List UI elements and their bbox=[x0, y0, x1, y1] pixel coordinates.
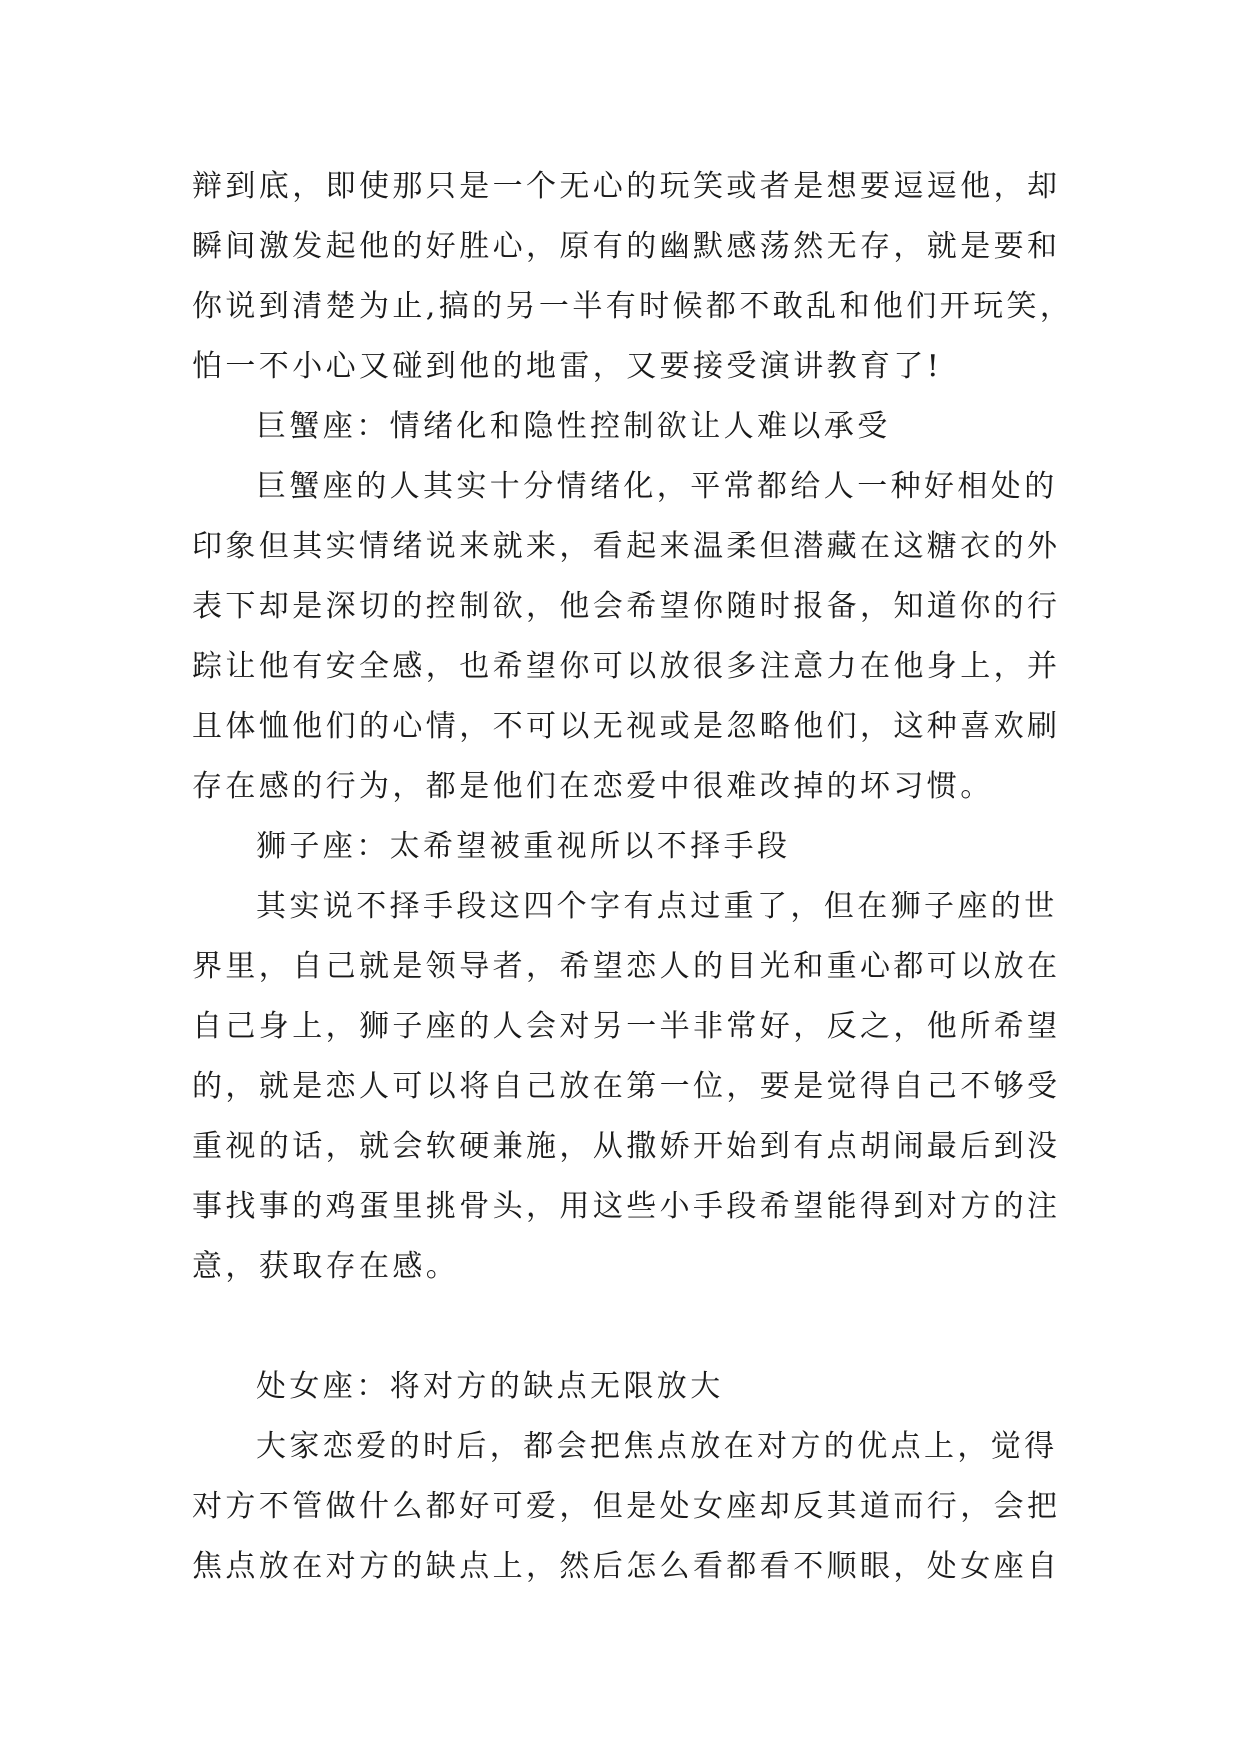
body-text-line: 印象但其实情绪说来就来，看起来温柔但潜藏在这糖衣的外 bbox=[192, 529, 1061, 564]
body-text-line: 瞬间激发起他的好胜心，原有的幽默感荡然无存，就是要和 bbox=[192, 229, 1061, 264]
body-text-line: 自己身上，狮子座的人会对另一半非常好，反之，他所希望 bbox=[192, 1009, 1061, 1044]
body-text-line: 的，就是恋人可以将自己放在第一位，要是觉得自己不够受 bbox=[192, 1069, 1061, 1104]
body-text-line: 且体恤他们的心情，不可以无视或是忽略他们，这种喜欢刷 bbox=[192, 709, 1061, 744]
body-text-line: 巨蟹座的人其实十分情绪化，平常都给人一种好相处的 bbox=[256, 469, 1058, 504]
section-heading-leo: 狮子座：太希望被重视所以不择手段 bbox=[256, 829, 791, 864]
body-text-line: 界里，自己就是领导者，希望恋人的目光和重心都可以放在 bbox=[192, 949, 1061, 984]
body-text-line: 踪让他有安全感，也希望你可以放很多注意力在他身上，并 bbox=[192, 649, 1061, 684]
body-text-line: 对方不管做什么都好可爱，但是处女座却反其道而行，会把 bbox=[192, 1489, 1061, 1524]
body-text-line: 焦点放在对方的缺点上，然后怎么看都看不顺眼，处女座自 bbox=[192, 1549, 1061, 1584]
body-text-line: 重视的话，就会软硬兼施，从撒娇开始到有点胡闹最后到没 bbox=[192, 1129, 1061, 1164]
body-text-line: 意，获取存在感。 bbox=[192, 1249, 460, 1284]
section-heading-cancer: 巨蟹座：情绪化和隐性控制欲让人难以承受 bbox=[256, 409, 891, 444]
body-text-line: 表下却是深切的控制欲，他会希望你随时报备，知道你的行 bbox=[192, 589, 1061, 624]
body-text-line: 辩到底，即使那只是一个无心的玩笑或者是想要逗逗他，却 bbox=[192, 169, 1061, 204]
section-heading-virgo: 处女座：将对方的缺点无限放大 bbox=[256, 1369, 724, 1404]
body-text-line: 大家恋爱的时后，都会把焦点放在对方的优点上，觉得 bbox=[256, 1429, 1058, 1464]
body-text-line: 事找事的鸡蛋里挑骨头，用这些小手段希望能得到对方的注 bbox=[192, 1189, 1061, 1224]
body-text-line: 怕一不小心又碰到他的地雷，又要接受演讲教育了! bbox=[192, 349, 943, 384]
body-text-line: 其实说不择手段这四个字有点过重了，但在狮子座的世 bbox=[256, 889, 1058, 924]
body-text-line: 存在感的行为，都是他们在恋爱中很难改掉的坏习惯。 bbox=[192, 769, 994, 804]
body-text-line: 你说到清楚为止,搞的另一半有时候都不敢乱和他们开玩笑， bbox=[192, 289, 1074, 324]
